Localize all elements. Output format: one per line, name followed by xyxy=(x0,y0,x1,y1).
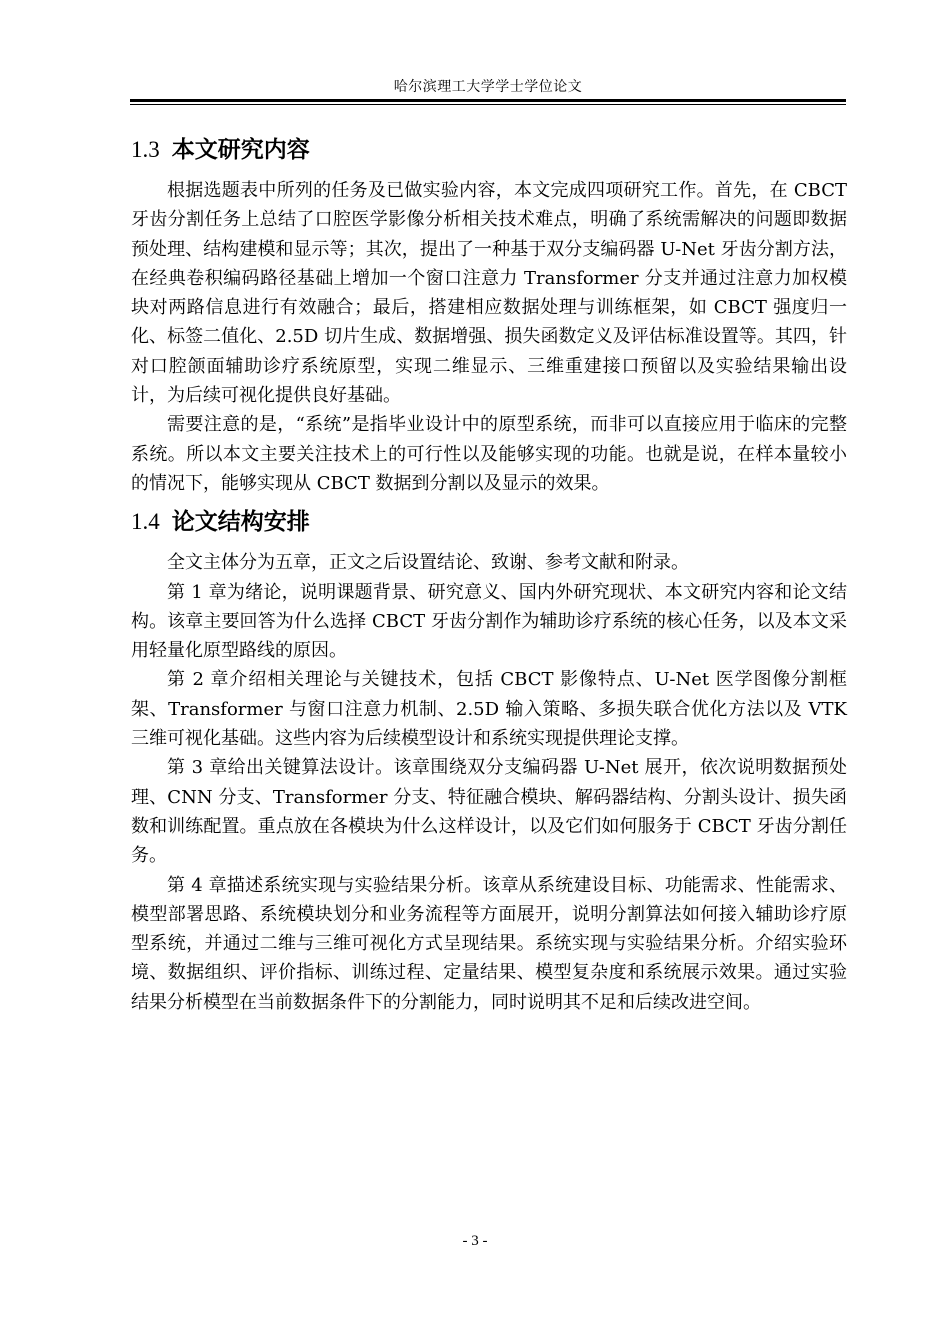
paragraph: 第 3 章给出关键算法设计。该章围绕双分支编码器 U-Net 展开，依次说明数据预处理、CNN 分支、Transformer 分支、特征融合模块、解码器结构、分割头设计、损失函数和训练配置。重点放在各模块为什么这样设计，以及它们如何服务于 CBCT 牙齿分割任务。 xyxy=(131,757,847,867)
running-header: 哈尔滨理工大学学士学位论文 xyxy=(393,79,583,95)
section-title: 论文结构安排 xyxy=(171,509,310,536)
section-number: 1.3 xyxy=(131,137,160,162)
page-number: - 3 - xyxy=(462,1233,488,1249)
paragraph: 全文主体分为五章，正文之后设置结论、致谢、参考文献和附录。 xyxy=(167,552,689,574)
paragraph: 根据选题表中所列的任务及已做实验内容，本文完成四项研究工作。首先，在 CBCT 牙齿分割任务上总结了口腔医学影像分析相关技术难点，明确了系统需解决的问题即数据预处理、结构建模和显示等；其次，提出了一种基于双分支编码器 U-Net 牙齿分割方法，在经典卷积编码路径基础上增加一个窗口注意力 Transformer 分支并通过注意力加权模块对两路信息进行有效融合；最后，搭建相应数据处理与训练框架，如 CBCT 强度归一化、标签二值化、2.5D 切片生成、数据增强、损失函数定义及评估标准设置等。其四，针对口腔颌面辅助诊疗系统原型，实现二维显示、三维重建接口预留以及实验结果输出设计，为后续可视化提供良好基础。 xyxy=(131,180,847,407)
paragraph: 需要注意的是，“系统”是指毕业设计中的原型系统，而非可以直接应用于临床的完整系统。所以本文主要关注技术上的可行性以及能够实现的功能。也就是说，在样本量较小的情况下，能够实现从 CBCT 数据到分割以及显示的效果。 xyxy=(131,414,847,494)
header-rule-thick xyxy=(130,99,846,102)
section-heading-1-4 xyxy=(131,504,847,540)
section-number: 1.4 xyxy=(131,509,160,535)
paragraph: 第 4 章描述系统实现与实验结果分析。该章从系统建设目标、功能需求、性能需求、模型部署思路、系统模块划分和业务流程等方面展开，说明分割算法如何接入辅助诊疗原型系统，并通过二维与三维可视化方式呈现结果。系统实现与实验结果分析。介绍实验环境、数据组织、评价指标、训练过程、定量结果、模型复杂度和系统展示效果。通过实验结果分析模型在当前数据条件下的分割能力，同时说明其不足和后续改进空间。 xyxy=(131,874,847,1013)
page-body xyxy=(131,132,847,1017)
paragraph: 第 2 章介绍相关理论与关键技术，包括 CBCT 影像特点、U-Net 医学图像分割框架、Transformer 与窗口注意力机制、2.5D 输入策略、多损失联合优化方法以及 VTK 三维可视化基础。这些内容为后续模型设计和系统实现提供理论支撑。 xyxy=(131,669,847,750)
header-rule-thin xyxy=(130,104,846,105)
section-heading-1-3 xyxy=(131,132,847,168)
paragraph: 第 1 章为绪论，说明课题背景、研究意义、国内外研究现状、本文研究内容和论文结构。该章主要回答为什么选择 CBCT 牙齿分割作为辅助诊疗系统的核心任务，以及本文采用轻量化原型路线的原因。 xyxy=(131,581,847,662)
section-title: 本文研究内容 xyxy=(171,137,310,163)
